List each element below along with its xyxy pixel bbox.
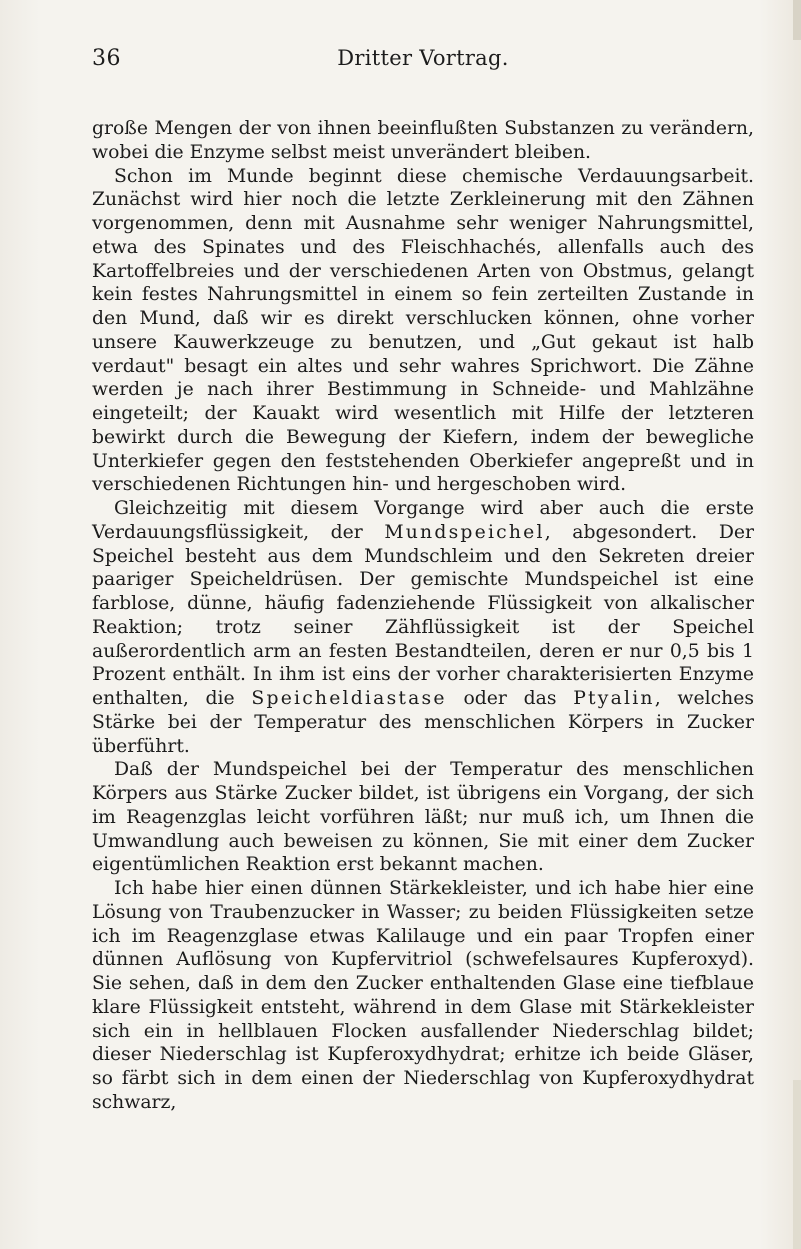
paragraph [92,758,754,877]
emphasized-term: Mundspeichel [384,521,545,543]
emphasized-term: Speicheldiastase [251,688,447,709]
running-head: Dritter Vortrag. [337,46,509,70]
paragraph [92,877,754,1115]
page-number: 36 [92,46,121,71]
paragraph-text: oder das [446,688,574,709]
paragraph-text: Schon im Munde beginnt diese chemische Verdauungsarbeit. Zunächst wird hier noch die letzte Zerkleinerung mit den Zähnen vorgenommen, denn mit Ausnahme sehr weniger Nahrungsmittel, etwa des Spinates und des Fleischhachés, allenfalls auch des Kartoffelbreies und der verschiedenen Arten von Obstmus, gelangt kein festes Nahrungsmittel in einem so fein zerteilten Zustande in den Mund, daß wir es direkt verschlucken können, ohne vorher unsere Kauwerkzeuge zu benutzen, und „Gut gekaut ist halb verdaut" besagt ein altes und sehr wahres Sprichwort. Die Zähne werden je nach ihrer Bestimmung in Schneide- und Mahlzähne eingeteilt; der Kauakt wird wesentlich mit Hilfe der letzteren bewirkt durch die Bewegung der Kiefern, indem der bewegliche Unterkiefer gegen den feststehenden Oberkiefer angepreßt und in verschiedenen Richtungen hin- und hergeschoben wird. [92,165,754,496]
emphasized-term: Ptyalin [573,688,655,709]
paragraph-text: Ich habe hier einen dünnen Stärkekleister, und ich habe hier eine Lösung von Traubenzucker in Wasser; zu beiden Flüssigkeiten setze ich im Reagenzglase etwas Kalilauge und ein paar Tropfen einer dünnen Auflösung von Kupfervitriol (schwefelsaures Kupferoxyd). Sie sehen, daß in dem den Zucker enthaltenden Glase eine tiefblaue klare Flüssigkeit entsteht, während in dem Glase mit Stärkekleister sich ein in hellblauen Flocken ausfallender Niederschlag bildet; dieser Niederschlag ist Kupferoxydhydrat; erhitze ich beide Gläser, so färbt sich in dem einen der Niederschlag von Kupferoxydhydrat schwarz, [92,878,754,1113]
page-header [92,46,755,80]
paragraph [92,117,754,165]
paragraph-text: Daß der Mundspeichel bei der Temperatur des menschlichen Körpers aus Stärke Zucker bildet, ist übrigens ein Vorgang, der sich im Reagenzglas leicht vorführen läßt; nur muß ich, um Ihnen die Umwandlung auch beweisen zu können, Sie mit einer dem Zucker eigentümlichen Reaktion erst bekannt machen. [92,759,754,876]
page-edge-shadow [793,1080,801,1249]
paragraph-text: Gleichzeitig mit diesem Vorgange wird aber auch die erste Verdauungsflüssigkeit, der [92,498,754,543]
paragraph-text: , welches Stärke bei der Temperatur des menschlichen Körpers in Zucker überführt. [92,688,754,757]
paragraph [92,497,754,758]
paragraph [92,165,754,498]
paragraph-text: , abgesondert. Der Speichel besteht aus dem Mundschleim und den Sekreten dreier paariger Speicheldrüsen. Der gemischte Mundspeichel ist eine farblose, dünne, häufig fadenziehende Flüssigkeit von alkalischer Reaktion; trotz seiner Zähflüssigkeit ist der Speichel außerordentlich arm an festen Bestandteilen, deren er nur 0,5 bis 1 Prozent enthält. In ihm ist eins der vorher charakterisierten Enzyme enthalten, die [92,521,755,709]
page-edge-shadow [793,0,801,40]
body-text [92,117,754,1115]
paragraph-text: große Mengen der von ihnen beeinflußten Substanzen zu verändern, wobei die Enzyme selbst meist unverändert bleiben. [92,118,754,163]
